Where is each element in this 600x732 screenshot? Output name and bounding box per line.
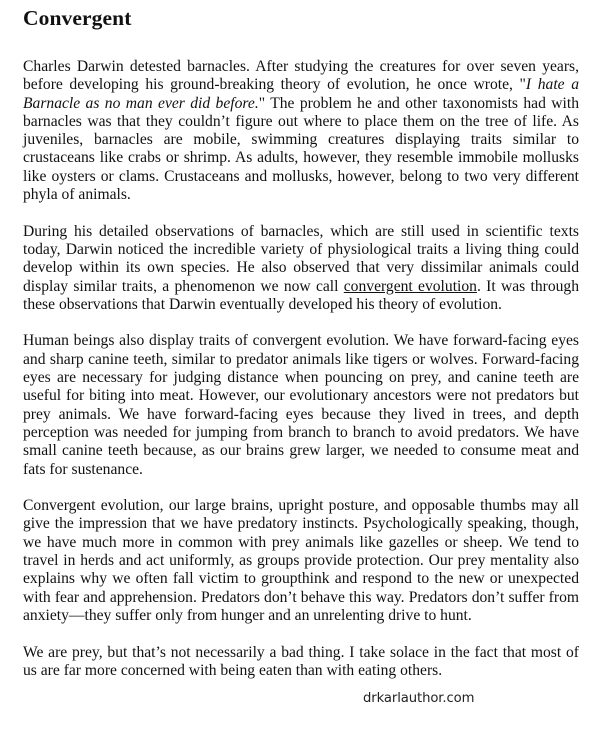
text-segment: During his detailed observations of barnacles, which are still used in scientific texts today, Darwin noticed the incredible variety of physiological traits a living thing could develop within its own species. He also observed that very dissimilar animals could display similar traits, a phenomenon we now call [23,222,579,295]
paragraph-3 [23,332,579,478]
paragraph-5 [23,644,579,681]
text-segment: Charles Darwin detested barnacles. After studying the creatures for over seven years, before developing his ground-breaking theory of evolution, he once wrote, " [23,58,579,94]
text-segment: Human beings also display traits of convergent evolution. We have forward-facing eyes and sharp canine teeth, similar to predator animals like tigers or wolves. Forward-facing eyes are necessary for judging distance when pouncing on prey, and canine teeth are useful for biting into meat. However, our evolutionary ancestors were not predators but prey animals. We have forward-facing eyes because they lived in trees, and depth perception was needed for jumping from branch to branch to avoid predators. We have small canine teeth because, as our brains grew larger, we needed to consume meat and fats for sustenance. [23,332,579,478]
paragraph-2 [23,223,579,314]
text-segment: " The problem he and other taxonomists had with barnacles was that they couldn’t figure out where to place them on the tree of life. As juveniles, barnacles are mobile, swimming creatures displaying traits similar to crustaceans like crabs or shrimp. As adults, however, they resemble immobile mollusks like oysters or clams. Crustaceans and mollusks, however, belong to two very different phyla of animals. [23,94,579,204]
text-segment: Convergent evolution, our large brains, upright posture, and opposable thumbs may all give the impression that we have predatory instincts. Psychologically speaking, though, we have much more in common with prey animals like gazelles or sheep. We tend to travel in herds and act uniformly, as groups provide protection. Our prey mentality also explains why we often fall victim to groupthink and respond to the new or unexpected with fear and apprehension. Predators don’t behave this way. Predators don’t suffer from anxiety—they suffer only from hunger and an unrelenting drive to hunt. [23,497,579,624]
document-body [23,58,579,698]
darwin-quote: I hate a Barnacle as no man ever did before. [23,76,579,112]
paragraph-1 [23,58,579,204]
text-segment: We are prey, but that’s not necessarily a bad thing. I take solace in the fact that most of us are far more concerned with being eaten than with eating others. [23,643,579,679]
website-footer: drkarlauthor.com [363,691,475,706]
document-title: Convergent [23,6,132,30]
underlined-term: convergent evolution [343,277,477,295]
paragraph-4 [23,497,579,625]
text-segment: . It was through these observations that Darwin eventually developed his theory of evolution. [23,277,580,313]
